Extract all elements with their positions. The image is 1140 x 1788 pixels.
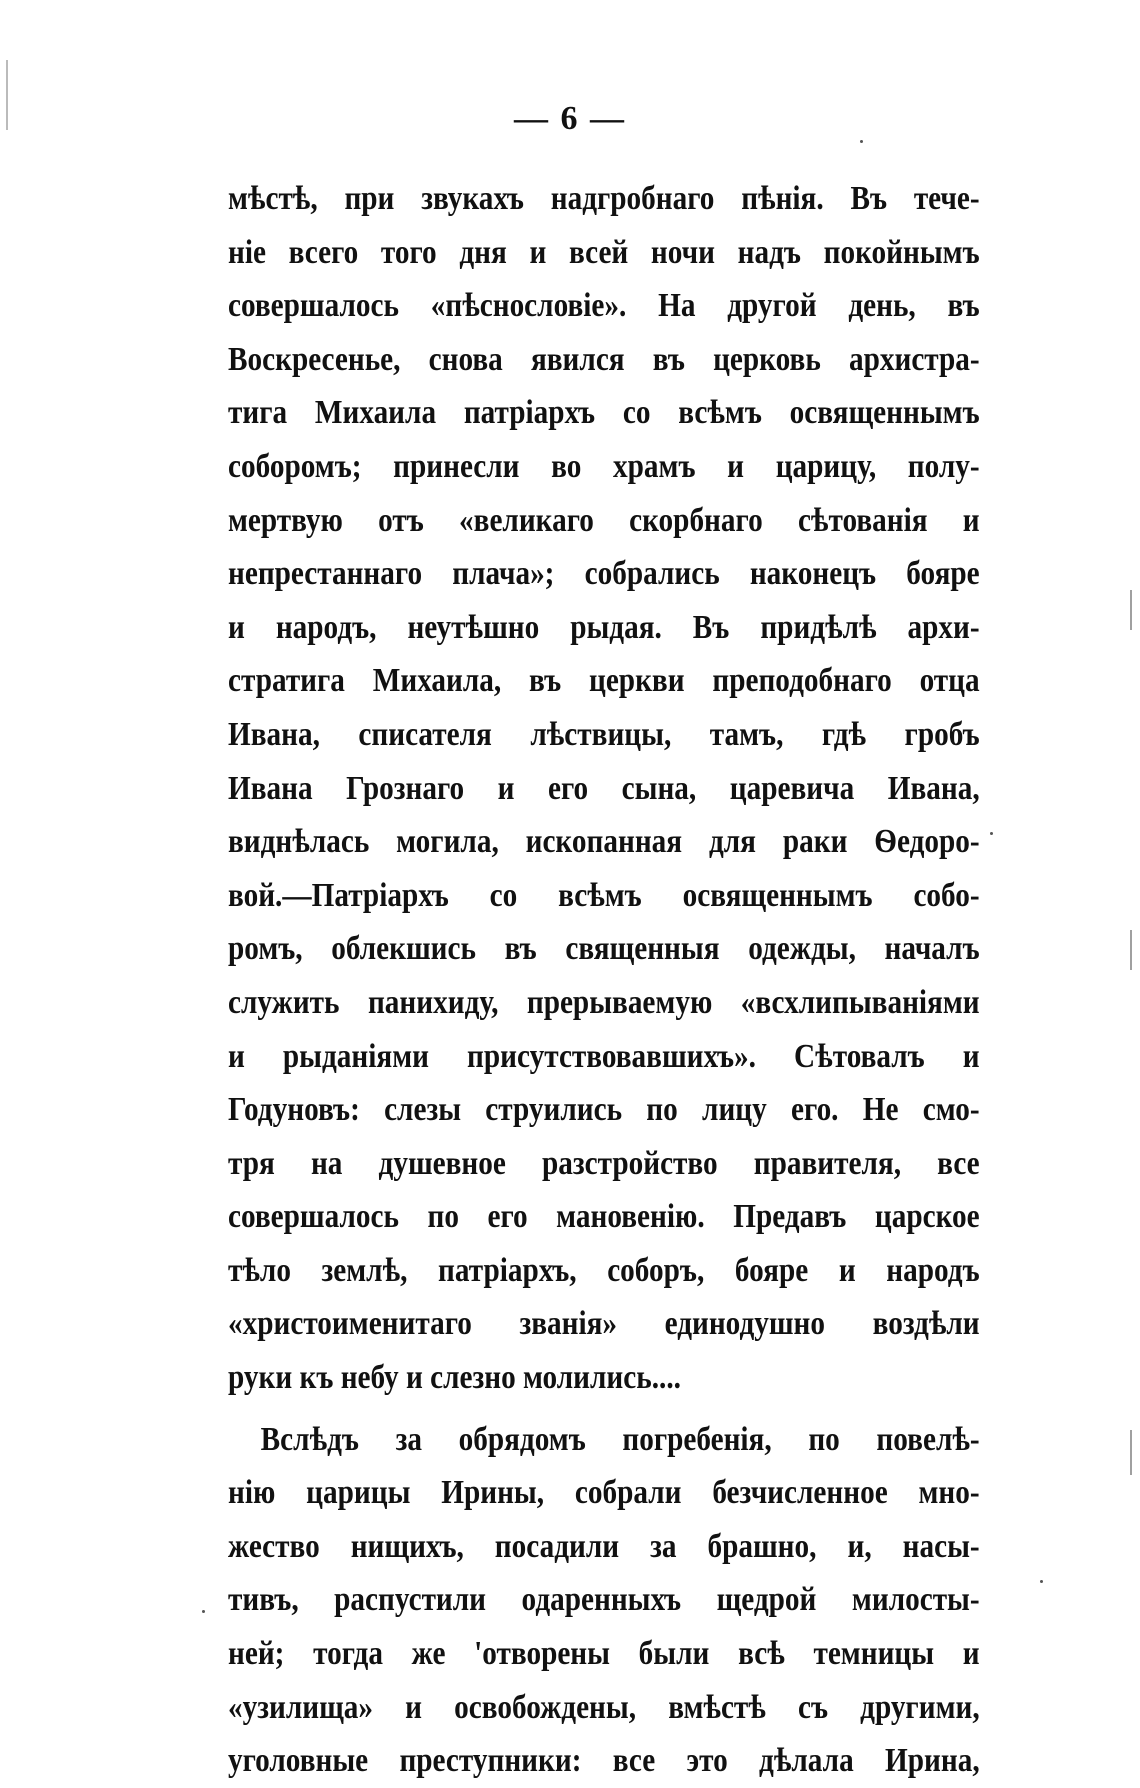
text-line: Ивана, списателя лѣствицы, тамъ, гдѣ гробъ xyxy=(228,715,980,753)
text-line: мертвую отъ «великаго скорбнаго сѣтованія и xyxy=(228,501,980,539)
text-line: соборомъ; принесли во храмъ и царицу, полу- xyxy=(228,447,980,485)
left-margin-mark xyxy=(6,60,8,130)
text-line: Ивана Грознаго и его сына, царевича Ивана, xyxy=(228,769,980,807)
text-line: тивъ, распустили одаренныхъ щедрой милосты- xyxy=(228,1581,980,1619)
text-line: ніе всего того дня и всей ночи надъ покойнымъ xyxy=(228,233,980,271)
text-line: Годуновъ: слезы струились по лицу его. Не смо- xyxy=(228,1091,980,1129)
page-number: — 6 — xyxy=(514,100,626,137)
text-line: вой.—Патріархъ со всѣмъ освященнымъ собо- xyxy=(228,876,980,914)
text-line: «узилища» и освобождены, вмѣстѣ съ другими, xyxy=(228,1688,980,1726)
dust-speck xyxy=(202,1610,205,1613)
text-line: Воскресенье, снова явился въ церковь архистра- xyxy=(228,340,980,378)
text-line: мѣстѣ, при звукахъ надгробнаго пѣнія. Въ тече- xyxy=(228,180,980,217)
dust-speck xyxy=(860,140,863,143)
text-line: и народъ, неутѣшно рыдая. Въ придѣлѣ архи- xyxy=(228,608,980,646)
text-line: «христоименитаго званія» единодушно воздѣли xyxy=(228,1305,980,1343)
body-text xyxy=(228,172,980,1788)
text-line: тря на душевное разстройство правителя, все xyxy=(228,1144,980,1182)
text-line: тѣло землѣ, патріархъ, соборъ, бояре и народъ xyxy=(228,1251,980,1289)
text-line: совершалось по его мановенію. Предавъ царское xyxy=(228,1198,980,1236)
text-line: уголовные преступники: все это дѣлала Ирина, xyxy=(228,1742,980,1780)
text-line: и рыданіями присутствовавшихъ». Сѣтовалъ и xyxy=(228,1037,980,1075)
dust-speck xyxy=(990,832,993,835)
paragraph-gap xyxy=(228,1405,980,1413)
text-line: нію царицы Ирины, собрали безчисленное мно- xyxy=(228,1474,980,1512)
dust-speck xyxy=(1040,1580,1043,1583)
text-line: Вслѣдъ за обрядомъ погребенія, по повелѣ- xyxy=(260,1420,980,1458)
text-line: непрестаннаго плача»; собрались наконецъ бояре xyxy=(228,555,980,593)
text-line: виднѣлась могила, ископанная для раки Ѳедоро- xyxy=(228,823,980,861)
right-margin-mark xyxy=(1130,1430,1132,1475)
text-line: служить панихиду, прерываемую «всхлипываніями xyxy=(228,983,980,1021)
text-line: совершалось «пѣснословіе». На другой день, въ xyxy=(228,287,980,325)
text-line: жество нищихъ, посадили за брашно, и, насы- xyxy=(228,1527,980,1565)
text-line: руки къ небу и слезно молились.... xyxy=(228,1359,681,1397)
text-line: тига Михаила патріархъ со всѣмъ освященнымъ xyxy=(228,394,980,432)
text-line: стратига Михаила, въ церкви преподобнаго отца xyxy=(228,662,980,700)
right-margin-mark xyxy=(1130,930,1132,970)
text-line: ней; тогда же 'отворены были всѣ темницы и xyxy=(228,1635,980,1673)
text-line: ромъ, облекшись въ священныя одежды, началъ xyxy=(228,930,980,968)
right-margin-mark xyxy=(1130,590,1132,630)
